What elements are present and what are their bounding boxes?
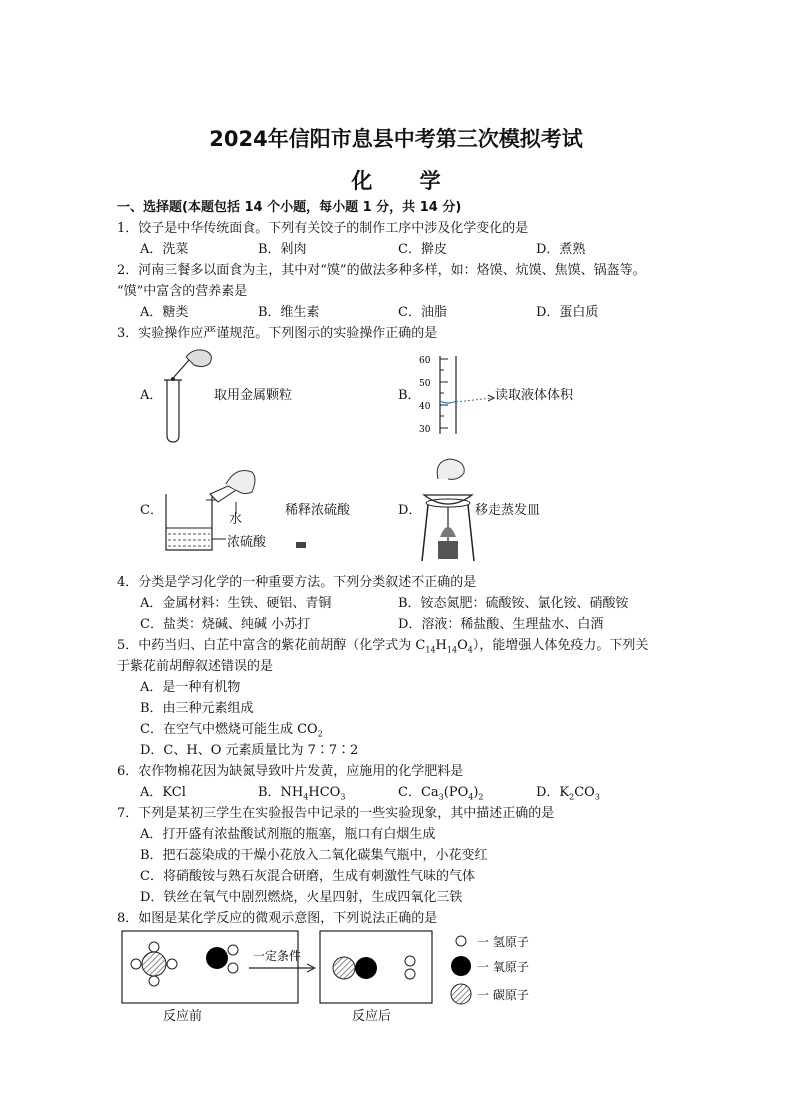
legend-oxygen-swatch <box>451 956 471 976</box>
q6-option-d: D．$K_2CO_3$ <box>536 785 600 802</box>
q7-option-b: B．把石蕊染成的干燥小花放入二氧化碳集气瓶中，小花变红 <box>140 848 488 863</box>
reaction-condition: 一定条件 <box>253 949 302 963</box>
q2-stem-line2: “馍”中富含的营养素是 <box>117 284 248 299</box>
legend-carbon-label: 一 碳原子 <box>477 988 529 1002</box>
q7-option-a: A．打开盛有浓盐酸试剂瓶的瓶塞，瓶口有白烟生成 <box>140 827 436 842</box>
q2-stem-line1: 2．河南三餐多以面食为主，其中对“馍”的做法多种多样，如：烙馍、炕馍、焦馍、锅盔等。 <box>117 263 646 278</box>
cylinder-tick-40: 40 <box>419 402 431 412</box>
q7-option-c: C．将硝酸铵与熟石灰混合研磨，生成有刺激性气味的气体 <box>140 869 475 884</box>
label-before-reaction: 反应前 <box>163 1009 203 1024</box>
evaporating-dish-figure <box>418 455 478 565</box>
q3-option-d-label: D． <box>398 503 422 518</box>
q3-option-a-label: A． <box>140 388 163 403</box>
q3-option-d-caption: 移走蒸发皿 <box>475 503 541 518</box>
q1-option-d: D．煮熟 <box>536 242 586 257</box>
hydrogen-atom <box>228 963 238 973</box>
q4-option-b: B．铵态氮肥：硫酸铵、氯化铵、硝酸铵 <box>398 596 629 611</box>
q2-option-d: D．蛋白质 <box>536 305 599 320</box>
q5-option-a: A．是一种有机物 <box>140 680 241 695</box>
q4-stem: 4．分类是学习化学的一种重要方法。下列分类叙述不正确的是 <box>117 575 477 590</box>
q1-stem: 1．饺子是中华传统面食。下列有关饺子的制作工序中涉及化学变化的是 <box>117 221 529 236</box>
q5-stem-line1: 5．中药当归、白芷中富含的紫花前胡醇（化学式为 $C_{14}H_{14}O_4$），能增强人体免疫力。下列关 <box>117 638 649 655</box>
q6-option-b: B．$NH_4HCO_3$ <box>258 785 346 802</box>
q7-option-d: D．铁丝在氧气中剧烈燃烧，火星四射，生成四氧化三铁 <box>140 890 463 905</box>
test-tube-figure <box>160 345 220 445</box>
q4-option-c: C．盐类：烧碱、纯碱 小苏打 <box>140 617 311 632</box>
cylinder-tick-30: 30 <box>419 425 431 435</box>
hydrogen-atom <box>405 956 415 966</box>
q3-option-b-label: B． <box>398 388 421 403</box>
q1-option-a: A．洗菜 <box>140 242 189 257</box>
q1-option-c: C．擀皮 <box>398 242 447 257</box>
exam-title: 2024年信阳市息县中考第三次模拟考试 <box>209 127 583 151</box>
q3-stem: 3．实验操作应严谨规范。下列图示的实验操作正确的是 <box>117 326 438 341</box>
label-water: 水 <box>229 512 243 527</box>
q3-option-c-label: C． <box>140 503 163 518</box>
carbon-atom <box>333 957 355 979</box>
section-heading: 一、选择题(本题包括 14 个小题，每小题 1 分，共 14 分) <box>117 200 462 215</box>
q7-stem: 7．下列是某初三学生在实验报告中记录的一些实验现象，其中描述正确的是 <box>117 806 555 821</box>
hydrogen-atom <box>149 976 159 986</box>
q2-option-b: B．维生素 <box>258 305 320 320</box>
hydrogen-atom <box>228 945 238 955</box>
cylinder-tick-60: 60 <box>419 356 431 366</box>
q6-option-c: C．$Ca_3(PO_4)_2$ <box>398 785 484 802</box>
hydrogen-atom <box>405 969 415 979</box>
q2-option-c: C．油脂 <box>398 305 447 320</box>
q5-stem-line2: 于紫花前胡醇叙述错误的是 <box>117 659 274 674</box>
q5-option-d: D．C、H、O 元素质量比为 7∶7∶2 <box>140 743 359 758</box>
hydrogen-atom <box>149 942 159 952</box>
q3-option-c-caption: 稀释浓硫酸 <box>285 503 351 518</box>
hydrogen-atom <box>167 959 177 969</box>
label-conc-acid: 浓硫酸 <box>227 535 267 550</box>
q4-option-a: A．金属材料：生铁、硬铝、青铜 <box>140 596 332 611</box>
legend-oxygen-label: 一 氧原子 <box>477 960 529 974</box>
oxygen-atom <box>206 947 228 969</box>
graduated-cylinder-figure <box>418 354 498 436</box>
reaction-diagram <box>117 928 567 1006</box>
q2-option-a: A．糖类 <box>140 305 189 320</box>
oxygen-atom <box>355 957 377 979</box>
q6-stem: 6．农作物棉花因为缺氮导致叶片发黄，应施用的化学肥料是 <box>117 764 464 779</box>
q6-option-a: A．KCl <box>140 785 186 800</box>
legend-hydrogen-swatch <box>456 936 466 946</box>
q1-option-b: B．剁肉 <box>258 242 307 257</box>
q5-option-b: B．由三种元素组成 <box>140 701 254 716</box>
q5-option-c: C．在空气中燃烧可能生成 $CO_2$ <box>140 722 323 739</box>
cylinder-tick-50: 50 <box>419 379 431 389</box>
subject-title: 化 学 <box>351 169 461 193</box>
q4-option-d: D．溶液：稀盐酸、生理盐水、白酒 <box>398 617 604 632</box>
q8-stem: 8．如图是某化学反应的微观示意图，下列说法正确的是 <box>117 911 438 926</box>
carbon-atom <box>142 952 166 976</box>
q3-option-a-caption: 取用金属颗粒 <box>214 388 293 403</box>
hydrogen-atom <box>131 959 141 969</box>
legend-carbon-swatch <box>451 984 471 1004</box>
q3-option-b-caption: 读取液体体积 <box>495 388 574 403</box>
legend-hydrogen-label: 一 氢原子 <box>477 935 529 949</box>
label-after-reaction: 反应后 <box>352 1009 392 1024</box>
